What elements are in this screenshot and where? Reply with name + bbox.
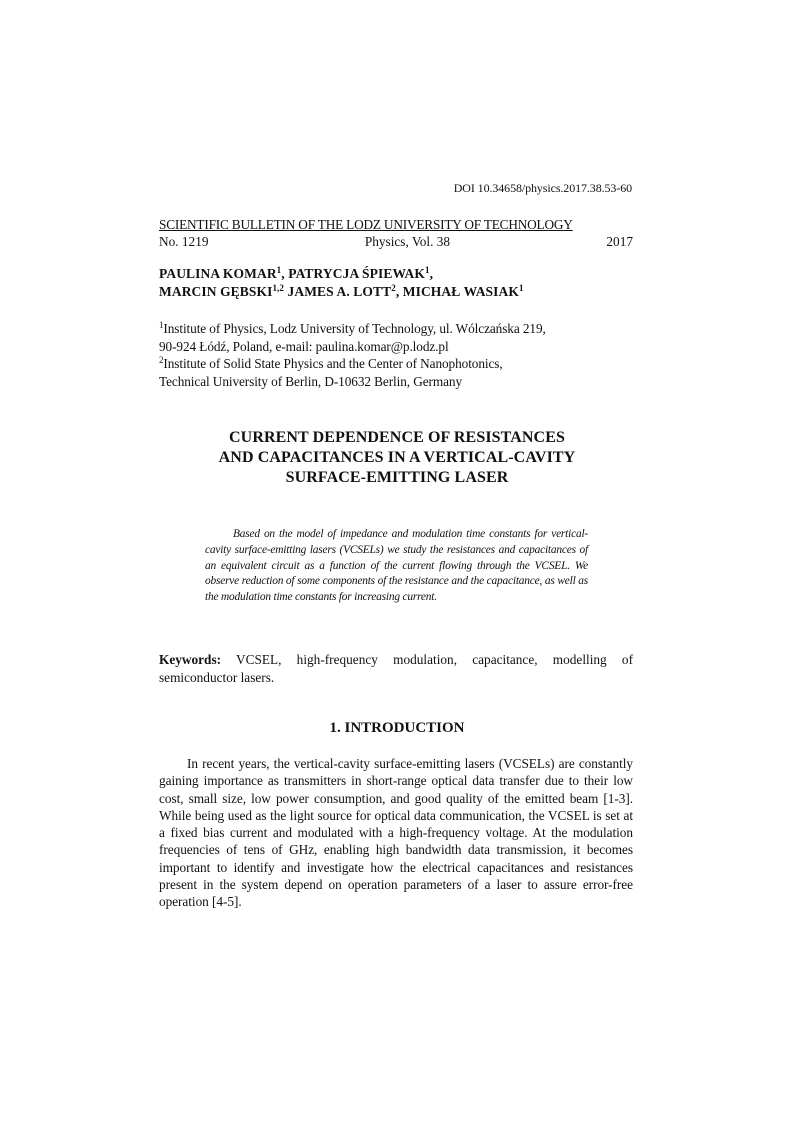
title-line-2: AND CAPACITANCES IN A VERTICAL-CAVITY (218, 449, 576, 466)
author-name: JAMES A. LOTT (287, 284, 392, 299)
author-name: PAULINA KOMAR (159, 266, 277, 281)
doi-label: DOI 10.34658/physics.2017.38.53-60 (453, 181, 632, 195)
author-name: MARCIN GĘBSKI (159, 284, 273, 299)
journal-number: No. 1219 (159, 234, 209, 249)
title-line-1: CURRENT DEPENDENCE OF RESISTANCES (229, 429, 565, 446)
author-line-2 (159, 283, 639, 301)
author-separator: , (281, 266, 289, 281)
journal-header (159, 216, 633, 250)
author-list (159, 265, 639, 301)
affiliation-2-line-2: Technical University of Berlin, D-10632 Berlin, Germany (159, 373, 463, 389)
author-affiliation-mark: 1 (276, 265, 282, 275)
affiliation-text: Institute of Solid State Physics and the Center of Nanophotonics, (163, 356, 503, 371)
author-affiliation-mark: 1,2 (272, 283, 285, 293)
author-affiliation-mark: 2 (391, 283, 396, 293)
section-heading: 1. INTRODUCTION (329, 720, 465, 736)
keywords-text: VCSEL, high-frequency modulation, capacitance, modelling of semiconductor lasers. (159, 652, 633, 685)
author-separator: , (395, 284, 403, 299)
author-affiliation-mark: 1 (518, 283, 524, 293)
author-affiliation-mark: 1 (425, 265, 430, 275)
affiliation-mark: 2 (159, 355, 164, 365)
author-name: MICHAŁ WASIAK (402, 284, 519, 299)
keywords (159, 651, 633, 686)
abstract: Based on the model of impedance and modulation time constants for vertical-cavity surface-emitting lasers (VCSELs) we study the resistances and capacitances of an equivalent circuit as a function of the current flowing through the VCSEL. We observe reduction of some components of the resistance and the capacitance, as well as the modulation time constants for increasing current. (205, 528, 588, 604)
journal-year: 2017 (606, 234, 633, 249)
author-name: PATRYCJA ŚPIEWAK (288, 266, 425, 281)
intro-paragraph: In recent years, the vertical-cavity surface-emitting lasers (VCSELs) are constantly gaining importance as transmitters in short-range optical data transfer due to their low cost, small size, low power consumption, and good quality of the emitted beam [1-3]. While being used as the light source for optical data communication, the VCSEL is set at a fixed bias current and modulated with a high-frequency voltage. At the modulation frequencies of tens of GHz, enabling high bandwidth data transmission, it becomes important to identify and investigate how the electrical capacitances and resistances present in the system depend on operation parameters of a laser to assure error-free operation [4-5]. (159, 756, 633, 910)
affiliation-text: Institute of Physics, Lodz University of Technology, ul. Wólczańska 219, (163, 321, 546, 336)
journal-info-row (159, 233, 633, 250)
journal-volume: Physics, Vol. 38 (364, 234, 451, 249)
paper-title (159, 428, 635, 488)
journal-title: SCIENTIFIC BULLETIN OF THE LODZ UNIVERSITY OF TECHNOLOGY (159, 217, 573, 232)
affiliation-mark: 1 (159, 320, 164, 330)
author-separator: , (429, 266, 434, 281)
affiliation-1-line-2: 90-924 Łódź, Poland, e-mail: paulina.komar@p.lodz.pl (159, 338, 449, 354)
author-line-1 (159, 265, 639, 283)
affiliation-2-line-1 (159, 355, 639, 373)
affiliation-1-line-1 (159, 320, 639, 338)
affiliations (159, 320, 639, 390)
title-line-3: SURFACE-EMITTING LASER (285, 469, 509, 486)
keywords-label: Keywords: (159, 652, 222, 667)
